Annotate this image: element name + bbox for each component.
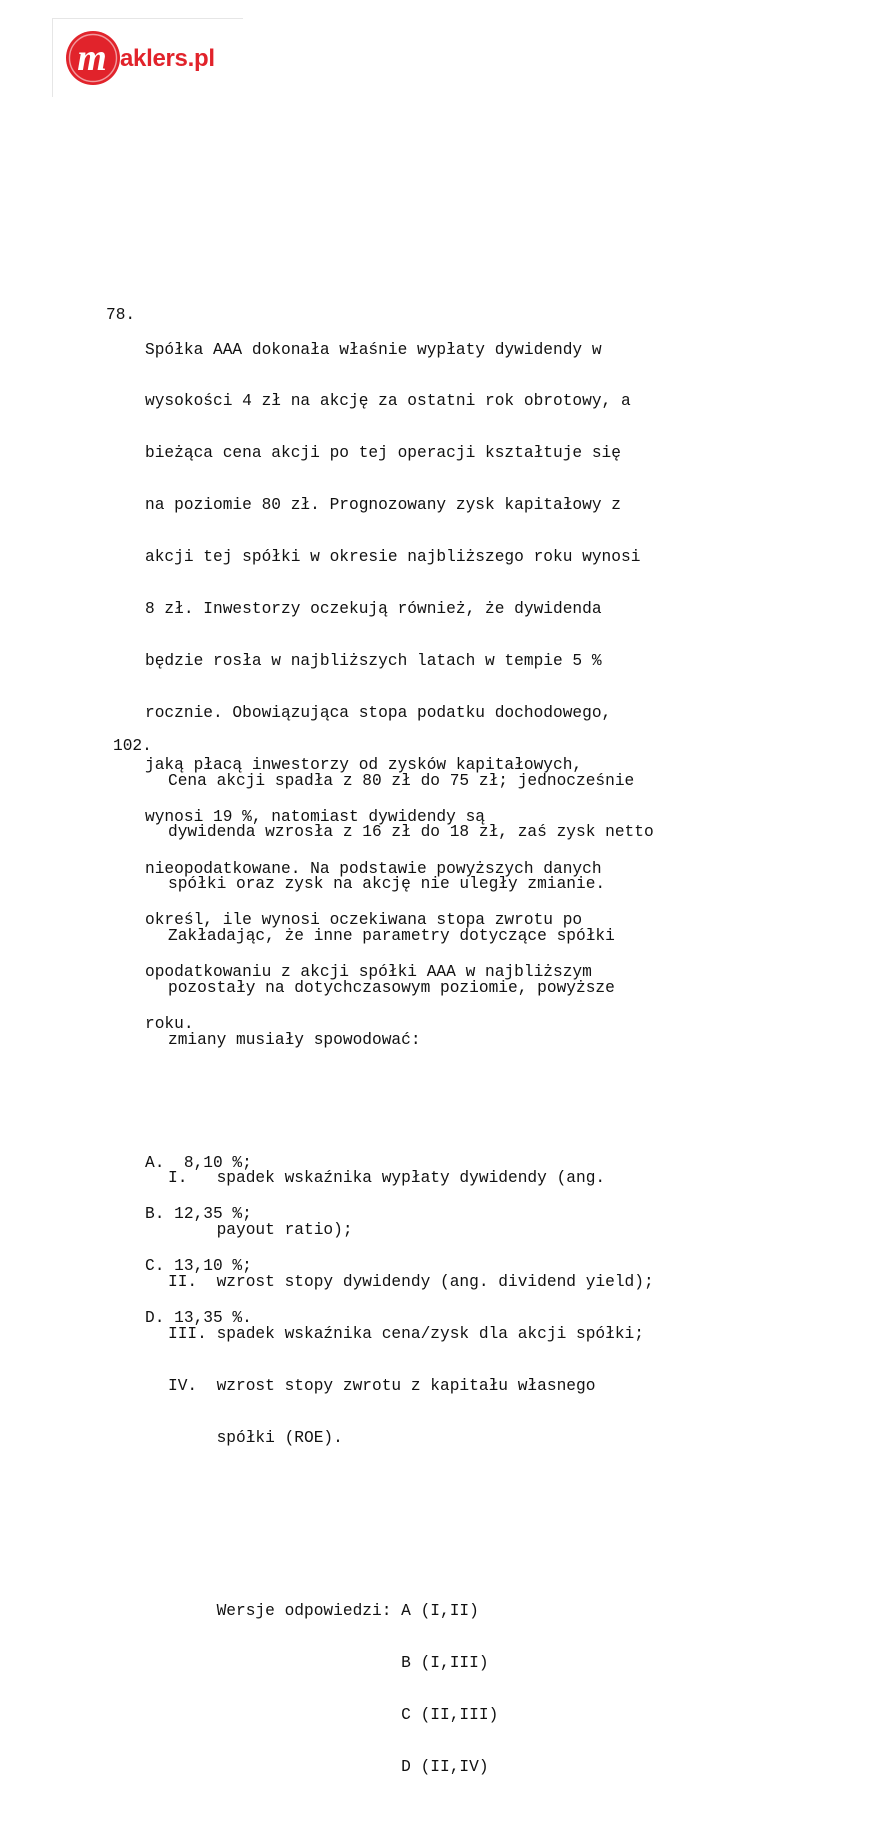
answer-option-a: A. 8,10 %; xyxy=(145,1153,252,1172)
question-line: bieżąca cena akcji po tej operacji kształtuje się xyxy=(145,444,621,463)
question-line: dywidenda wzrosła z 16 zł do 18 zł, zaś zysk netto xyxy=(168,823,654,842)
question-line: Zakładając, że inne parametry dotyczące spółki xyxy=(168,927,615,946)
statement-list xyxy=(168,1136,654,1482)
statement-iv-continued: spółki (ROE). xyxy=(168,1428,343,1447)
answer-option-c: C. 13,10 %; xyxy=(145,1257,252,1276)
answer-version-a: Wersje odpowiedzi: A (I,II) xyxy=(168,1601,479,1620)
question-number: 78. xyxy=(106,306,136,324)
question-text xyxy=(168,738,654,1845)
question-line: będzie rosła w najbliższych latach w tempie 5 % xyxy=(145,651,602,670)
question-line: zmiany musiały spowodować: xyxy=(168,1031,421,1050)
question-line: nieopodatkowane. Na podstawie powyższych danych xyxy=(145,859,602,878)
question-line: 8 zł. Inwestorzy oczekują również, że dywidenda xyxy=(145,600,602,619)
question-line: pozostały na dotychczasowym poziomie, powyższe xyxy=(168,979,615,998)
statement-iv: IV. wzrost stopy zwrotu z kapitału własnego xyxy=(168,1376,596,1395)
question-line: akcji tej spółki w okresie najbliższego roku wynosi xyxy=(145,548,641,567)
question-line: Spółka AAA dokonała właśnie wypłaty dywidendy w xyxy=(145,340,602,359)
question-line: rocznie. Obowiązująca stopa podatku dochodowego, xyxy=(145,703,612,722)
question-line: jaką płacą inwestorzy od zysków kapitałowych, xyxy=(145,755,583,774)
answer-version-c: C (II,III) xyxy=(168,1705,499,1724)
question-line: na poziomie 80 zł. Prognozowany zysk kapitałowy z xyxy=(145,496,621,515)
logo-m-letter: m xyxy=(77,37,107,79)
question-line: określ, ile wynosi oczekiwana stopa zwrotu po xyxy=(145,911,583,930)
statement-iii: III. spadek wskaźnika cena/zysk dla akcji spółki; xyxy=(168,1325,644,1344)
answer-option-b: B. 12,35 %; xyxy=(145,1205,252,1224)
answer-versions xyxy=(168,1568,654,1810)
answer-option-d: D. 13,35 %. xyxy=(145,1309,252,1328)
question-number: 102. xyxy=(113,737,152,755)
question-line: opodatkowaniu z akcji spółki AAA w najbliższym xyxy=(145,963,592,982)
question-line: spółki oraz zysk na akcję nie uległy zmianie. xyxy=(168,875,606,894)
answer-version-d: D (II,IV) xyxy=(168,1757,489,1776)
question-line: roku. xyxy=(145,1015,194,1034)
statement-i: I. spadek wskaźnika wypłaty dywidendy (ang. xyxy=(168,1169,606,1188)
statement-i-continued: payout ratio); xyxy=(168,1221,353,1240)
question-line: wynosi 19 %, natomiast dywidendy są xyxy=(145,807,485,826)
question-line: Cena akcji spadła z 80 zł do 75 zł; jednocześnie xyxy=(168,771,635,790)
logo-text: aklers.pl xyxy=(120,45,215,72)
site-logo xyxy=(52,18,243,97)
question-line: wysokości 4 zł na akcję za ostatni rok obrotowy, a xyxy=(145,392,631,411)
statement-ii: II. wzrost stopy dywidendy (ang. dividend yield); xyxy=(168,1273,654,1292)
logo-m-mark-icon xyxy=(65,30,121,86)
answer-version-b: B (I,III) xyxy=(168,1653,489,1672)
